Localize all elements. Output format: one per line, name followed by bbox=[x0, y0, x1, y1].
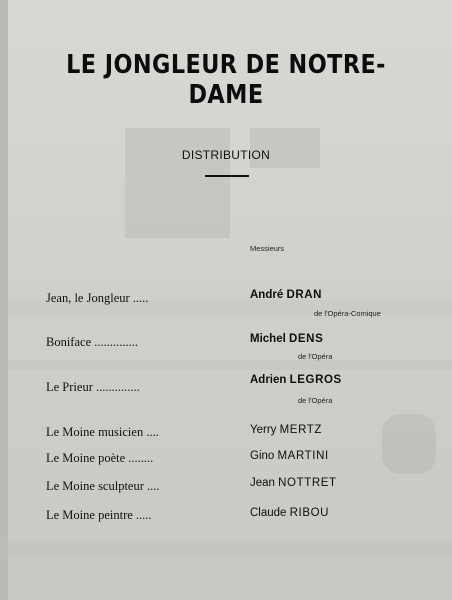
actor-affiliation: de l'Opéra bbox=[298, 396, 333, 405]
actor-surname: RIBOU bbox=[289, 507, 330, 519]
actor-name bbox=[250, 477, 337, 489]
actor-surname: MERTZ bbox=[279, 424, 323, 436]
bleed-through-emblem bbox=[382, 414, 436, 474]
actor-surname: NOTTRET bbox=[278, 477, 337, 489]
heading-rule bbox=[205, 175, 249, 177]
actor-first-name: Jean bbox=[250, 477, 275, 489]
role-name: Le Moine poète ........ bbox=[46, 451, 154, 465]
actor-surname: DENS bbox=[289, 333, 324, 345]
actor-name bbox=[250, 450, 329, 462]
actor-surname: DRAN bbox=[286, 289, 323, 301]
actor-surname: MARTINI bbox=[277, 450, 329, 462]
actor-first-name: Yerry bbox=[250, 424, 277, 436]
actor-name bbox=[250, 289, 322, 301]
actor-first-name: André bbox=[250, 289, 284, 301]
page-title: LE JONGLEUR DE NOTRE-DAME bbox=[66, 50, 386, 110]
role-name: Le Prieur .............. bbox=[46, 380, 140, 394]
actor-affiliation: de l'Opéra bbox=[298, 352, 333, 361]
actor-name bbox=[250, 374, 342, 386]
role-name: Le Moine musicien .... bbox=[46, 425, 159, 439]
actor-surname: LEGROS bbox=[289, 374, 342, 386]
role-name: Jean, le Jongleur ..... bbox=[46, 291, 149, 305]
actor-first-name: Adrien bbox=[250, 374, 287, 386]
bleed-through-shape bbox=[125, 128, 230, 238]
role-name: Le Moine sculpteur .... bbox=[46, 479, 160, 493]
actor-affiliation: de l'Opéra-Comique bbox=[314, 309, 381, 318]
bleed-through-band bbox=[0, 360, 452, 370]
role-name: Le Moine peintre ..... bbox=[46, 508, 152, 522]
messieurs-label: Messieurs bbox=[250, 244, 285, 253]
actor-first-name: Michel bbox=[250, 333, 286, 345]
actor-name bbox=[250, 333, 323, 345]
role-name: Boniface .............. bbox=[46, 335, 138, 349]
actor-first-name: Claude bbox=[250, 507, 287, 519]
section-heading: DISTRIBUTION bbox=[181, 148, 271, 162]
actor-name bbox=[250, 507, 329, 519]
actor-first-name: Gino bbox=[250, 450, 275, 462]
actor-name bbox=[250, 424, 322, 436]
bleed-through-band bbox=[0, 540, 452, 558]
